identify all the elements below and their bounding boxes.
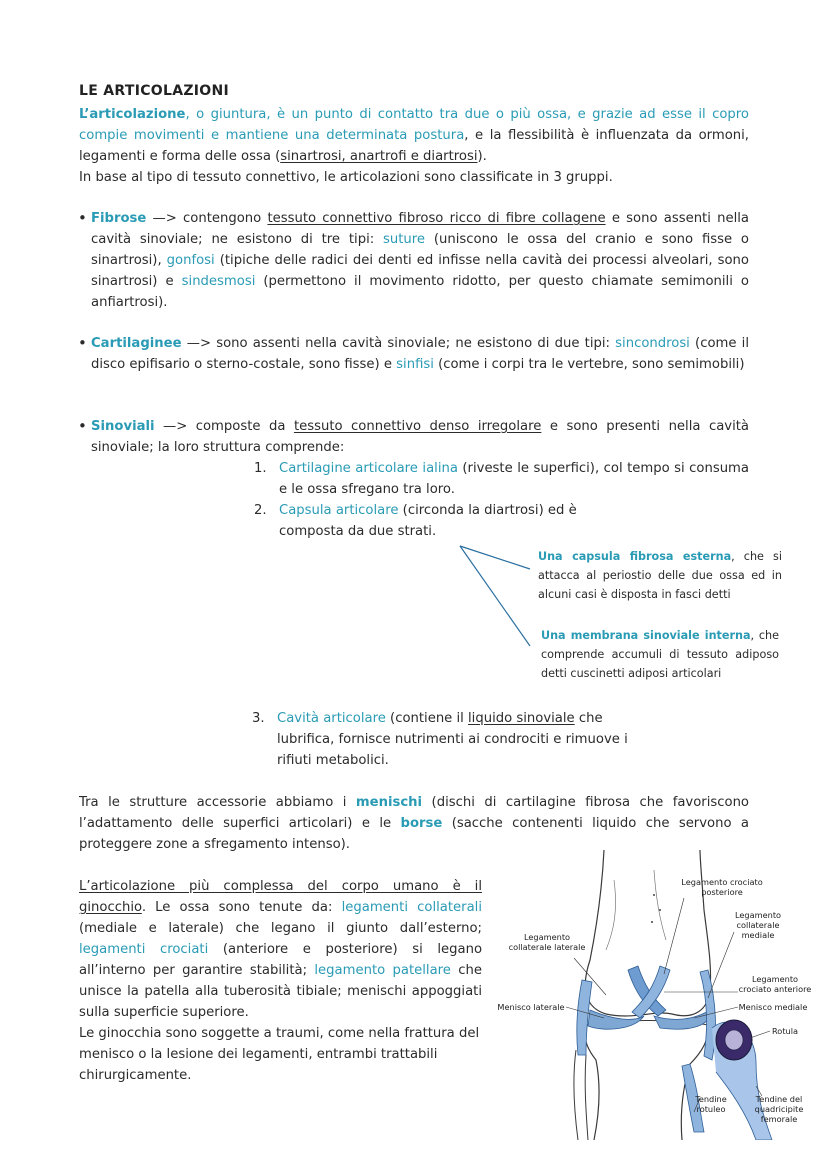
item3-text-2: che lubrifica, fornisce nutrimenti ai condrociti e rimuove i rifiuti metabolici. — [277, 711, 628, 768]
connector-line-inner — [460, 546, 530, 646]
item2-desc: (circonda la diartrosi) ed è composta da due strati. — [279, 503, 577, 539]
capsule-outer-note — [538, 547, 782, 604]
knee-text-4: che unisce la patella alla tuberosità tibiale; menischi appoggiati sulla superficie superiore. — [79, 963, 482, 1020]
fibula-bone — [574, 1050, 588, 1140]
accessorie-text-1: Tra le strutture accessorie abbiamo i — [79, 795, 356, 810]
item3-term: Cavità articolare — [277, 711, 386, 726]
knee-collaterali: legamenti collaterali — [341, 900, 482, 915]
knee-trauma-paragraph: Le ginocchia sono soggette a traumi, come nella frattura del menisco o la lesione dei legamenti, entrambi trattabili chirurgicamente. — [79, 1026, 480, 1083]
bullet-dot: • — [78, 417, 87, 435]
fibrose-name: Fibrose — [91, 211, 147, 226]
intro-text-1: , o giuntura, è un punto di contatto tra due o più ossa, e grazie ad esse il copro compie movimenti e mantiene una determinata postura — [79, 107, 749, 143]
item3-liquid: liquido sinoviale — [468, 711, 575, 726]
fibrose-suture: suture — [383, 232, 426, 247]
cartilaginee-text-3: (come i corpi tra le vertebre, sono semimobili) — [433, 357, 745, 372]
accessorie-menischi: menischi — [355, 795, 423, 810]
intro-text-3: ). — [477, 149, 487, 164]
fibrose-text-2: (uniscono le ossa del cranio e sono fisse o sinartrosi), — [91, 232, 749, 268]
bullet-dot: • — [78, 209, 87, 227]
item3-text — [277, 708, 645, 771]
intro-classification: In base al tipo di tessuto connettivo, le articolazioni sono classificate in 3 gruppi. — [79, 170, 613, 185]
sinoviali-text-1: —> composte da — [154, 419, 294, 434]
capsule-inner-note — [541, 626, 779, 683]
capsule-outer-text: , che si attacca al periostio delle due ossa ed in alcuni casi è disposta in fasci detti — [538, 550, 782, 601]
accessorie-text-2: (dischi di cartilagine fibrosa che favoriscono l’adattamento delle superfici articolari) e le — [79, 795, 750, 831]
sinoviali-name: Sinoviali — [91, 419, 155, 434]
capsule-inner-term: Una membrana sinoviale interna — [541, 629, 751, 642]
item1-term: Cartilagine articolare ialina — [279, 461, 458, 476]
fibrose-text-4: (permettono il movimento ridotto, per questo chiamate semimonili o anfiartrosi). — [91, 274, 749, 310]
connector-line-outer — [460, 546, 530, 569]
knee-text-3: (anteriore e posteriore) si legano all’interno per garantire stabilità; — [79, 942, 483, 978]
label-quadriceps-tendon: Tendine del quadricipite femorale — [754, 1094, 804, 1124]
label-posterior-cruciate: Legamento crociato posteriore — [681, 877, 763, 897]
cartilaginee-text-2: (come il disco epifisario o sterno-costale, sono fisse) e — [91, 336, 750, 372]
intro-text-2: , e la flessibilità è influenzata da ormoni, legamenti e forma delle ossa ( — [79, 128, 749, 164]
cartilaginee-sinfisi: sinfisi — [396, 357, 434, 372]
intro-term: L’articolazione — [79, 107, 186, 122]
fibrose-tissue: tessuto connettivo fibroso ricco di fibre collagene — [267, 211, 606, 226]
knee-heading: L’articolazione più complessa del corpo umano è il ginocchio — [79, 879, 482, 915]
knee-patellare: legamento patellare — [314, 963, 451, 978]
knee-text-1: . Le ossa sono tenute da: — [141, 900, 342, 915]
label-medial-collateral: Legamento collaterale mediale — [734, 910, 782, 940]
fibrose-sindesmosi: sindesmosi — [181, 274, 256, 289]
accessory-structures-paragraph — [79, 792, 749, 855]
sinoviali-tissue: tessuto connettivo denso irregolare — [293, 419, 542, 434]
fibrose-gonfosi: gonfosi — [166, 253, 215, 268]
item2-number: 2. — [254, 503, 267, 518]
knee-crociati: legamenti crociati — [79, 942, 209, 957]
item2-term: Capsula articolare — [279, 503, 399, 518]
fibrose-text-3: (tipiche delle radici dei denti ed infisse nella cavità dei processi alveolari, sono sinartrosi) e — [91, 253, 749, 289]
accessorie-borse: borse — [400, 816, 443, 831]
bullet-dot: • — [78, 334, 87, 352]
cartilaginee-name: Cartilaginee — [91, 336, 182, 351]
label-lateral-meniscus: Menisco laterale — [497, 1002, 565, 1012]
item1-number: 1. — [254, 461, 267, 476]
knee-text-2: (mediale e laterale) che legano il giunto dall’esterno; — [79, 921, 482, 936]
item3-number: 3. — [252, 711, 265, 726]
label-patella: Rotula — [771, 1026, 799, 1036]
label-patellar-tendon: Tendine rotuleo — [695, 1094, 727, 1114]
page-title: LE ARTICOLAZIONI — [79, 83, 230, 99]
intro-types: sinartrosi, anartrofi e diartrosi — [280, 149, 478, 164]
item3-text-1: (contiene il — [385, 711, 469, 726]
accessorie-text-3: (sacche contenenti liquido che servono a proteggere zone a sfregamento intenso). — [79, 816, 749, 852]
label-medial-meniscus: Menisco mediale — [738, 1002, 808, 1012]
cartilaginee-text-1: —> sono assenti nella cavità sinoviale; ne esistono di due tipi: — [181, 336, 616, 351]
sinoviali-text-2: e sono presenti nella cavità sinoviale; la loro struttura comprende: — [91, 419, 749, 455]
knee-paragraph — [79, 876, 482, 1023]
fibrose-text-1: e sono assenti nella cavità sinoviale; ne esistono di tre tipi: — [91, 211, 749, 247]
capsule-inner-text: , che comprende accumuli di tessuto adiposo detti cuscinetti adiposi articolari — [541, 629, 779, 680]
label-lateral-collateral: Legamento collaterale laterale — [508, 932, 586, 952]
label-anterior-cruciate: Legamento crociato anteriore — [738, 974, 812, 994]
item1-desc: (riveste le superfici), col tempo si consuma e le ossa sfregano tra loro. — [279, 461, 749, 497]
fibrose-arrow: —> contengono — [146, 211, 268, 226]
cartilaginee-sincondrosi: sincondrosi — [615, 336, 690, 351]
capsule-outer-term: Una capsula fibrosa esterna — [538, 550, 732, 563]
